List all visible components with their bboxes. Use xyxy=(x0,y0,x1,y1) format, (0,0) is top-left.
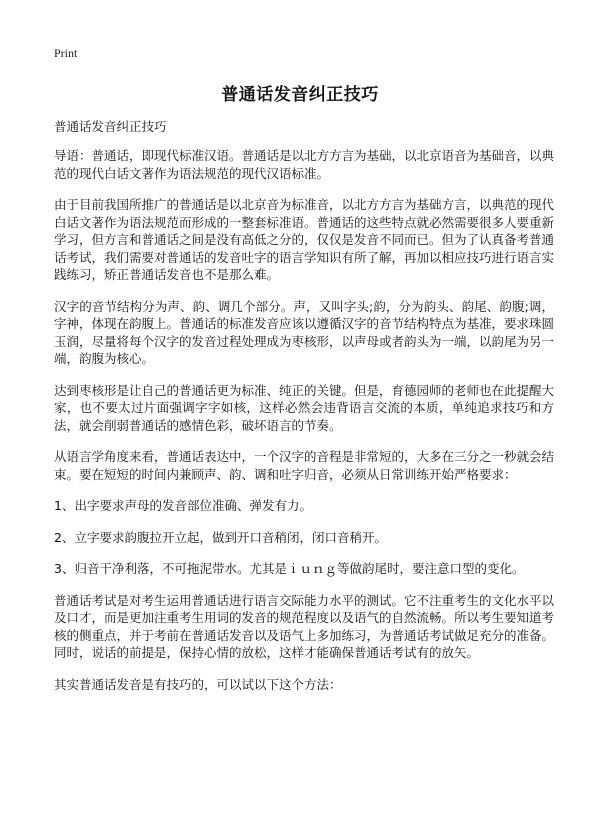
document-subtitle: 普通话发音纠正技巧 xyxy=(54,119,167,134)
paragraph-intro: 导语：普通话，即现代标准汉语。普通话是以北方方言为基础，以北京语音为基础音，以典范的现代白话文著作为语法规范的现代汉语标准。 xyxy=(54,148,555,181)
paragraph-syllable-structure: 汉字的音节结构分为声、韵、调几个部分。声，又叫字头;韵，分为韵头、韵尾、韵腹;调，字神，体现在韵腹上。普通话的标准发音应该以遵循汉字的音节结构特点为基准，要求珠圆玉润，尽量将每个汉字的发音过程处理成为枣核形，以声母或者韵头为一端，以韵尾为另一端，韵腹为核心。 xyxy=(54,298,555,366)
page-title: 普通话发音纠正技巧 xyxy=(221,85,379,105)
paragraph-linguistics: 从语言学角度来看，普通话表达中，一个汉字的音程是非常短的，大多在三分之一秒就会结束。要在短短的时间内兼顾声、韵、调和吐字归音，必须从日常训练开始严格要求： xyxy=(54,449,555,482)
list-item-3: 3、归音干净利落，不可拖泥带水。尤其是ｉｕｎｇ等做韵尾时，要注意口型的变化。 xyxy=(54,561,525,576)
document-body xyxy=(54,118,554,707)
list-item-1: 1、出字要求声母的发音部位准确、弹发有力。 xyxy=(54,498,312,513)
print-link[interactable]: Print xyxy=(54,46,78,60)
paragraph-background: 由于目前我国所推广的普通话是以北京音为标准音，以北方方言为基础方言，以典范的现代白话文著作为语法规范而形成的一整套标准语。普通话的这些特点就必然需要很多人要重新学习，但方言和普通话之间是没有高低之分的，仅仅是发音不同而已。但为了认真备考普通话考试，我们需要对普通话的发音吐字的语言学知识有所了解，再加以相应技巧进行语言实践练习，矫正普通话发音也不是那么难。 xyxy=(54,197,555,282)
paragraph-method: 其实普通话发音是有技巧的，可以试以下这个方法： xyxy=(54,676,342,692)
paragraph-exam: 普通话考试是对考生运用普通话进行语言交际能力水平的测试。它不注重考生的文化水平以及口才，而是更加注重考生用词的发音的规范程度以及语气的自然流畅。所以考生要知道考核的侧重点，并于考前在普通话发音以及语气上多加练习，为普通话考试做足充分的准备。同时，说话的前提是，保持心情的放松，这样才能确保普通话考试有的放矢。 xyxy=(54,592,555,660)
paragraph-jujube-shape: 达到枣核形是让自己的普通话更为标准、纯正的关键。但是，育德园师的老师也在此提醒大家，也不要太过片面强调字字如核，这样必然会违背语言交流的本质，单纯追求技巧和方法，就会削弱普通话的感情色彩，破坏语言的节奏。 xyxy=(54,382,555,433)
list-item-2: 2、立字要求韵腹拉开立起，做到开口音稍闭，闭口音稍开。 xyxy=(54,529,387,545)
